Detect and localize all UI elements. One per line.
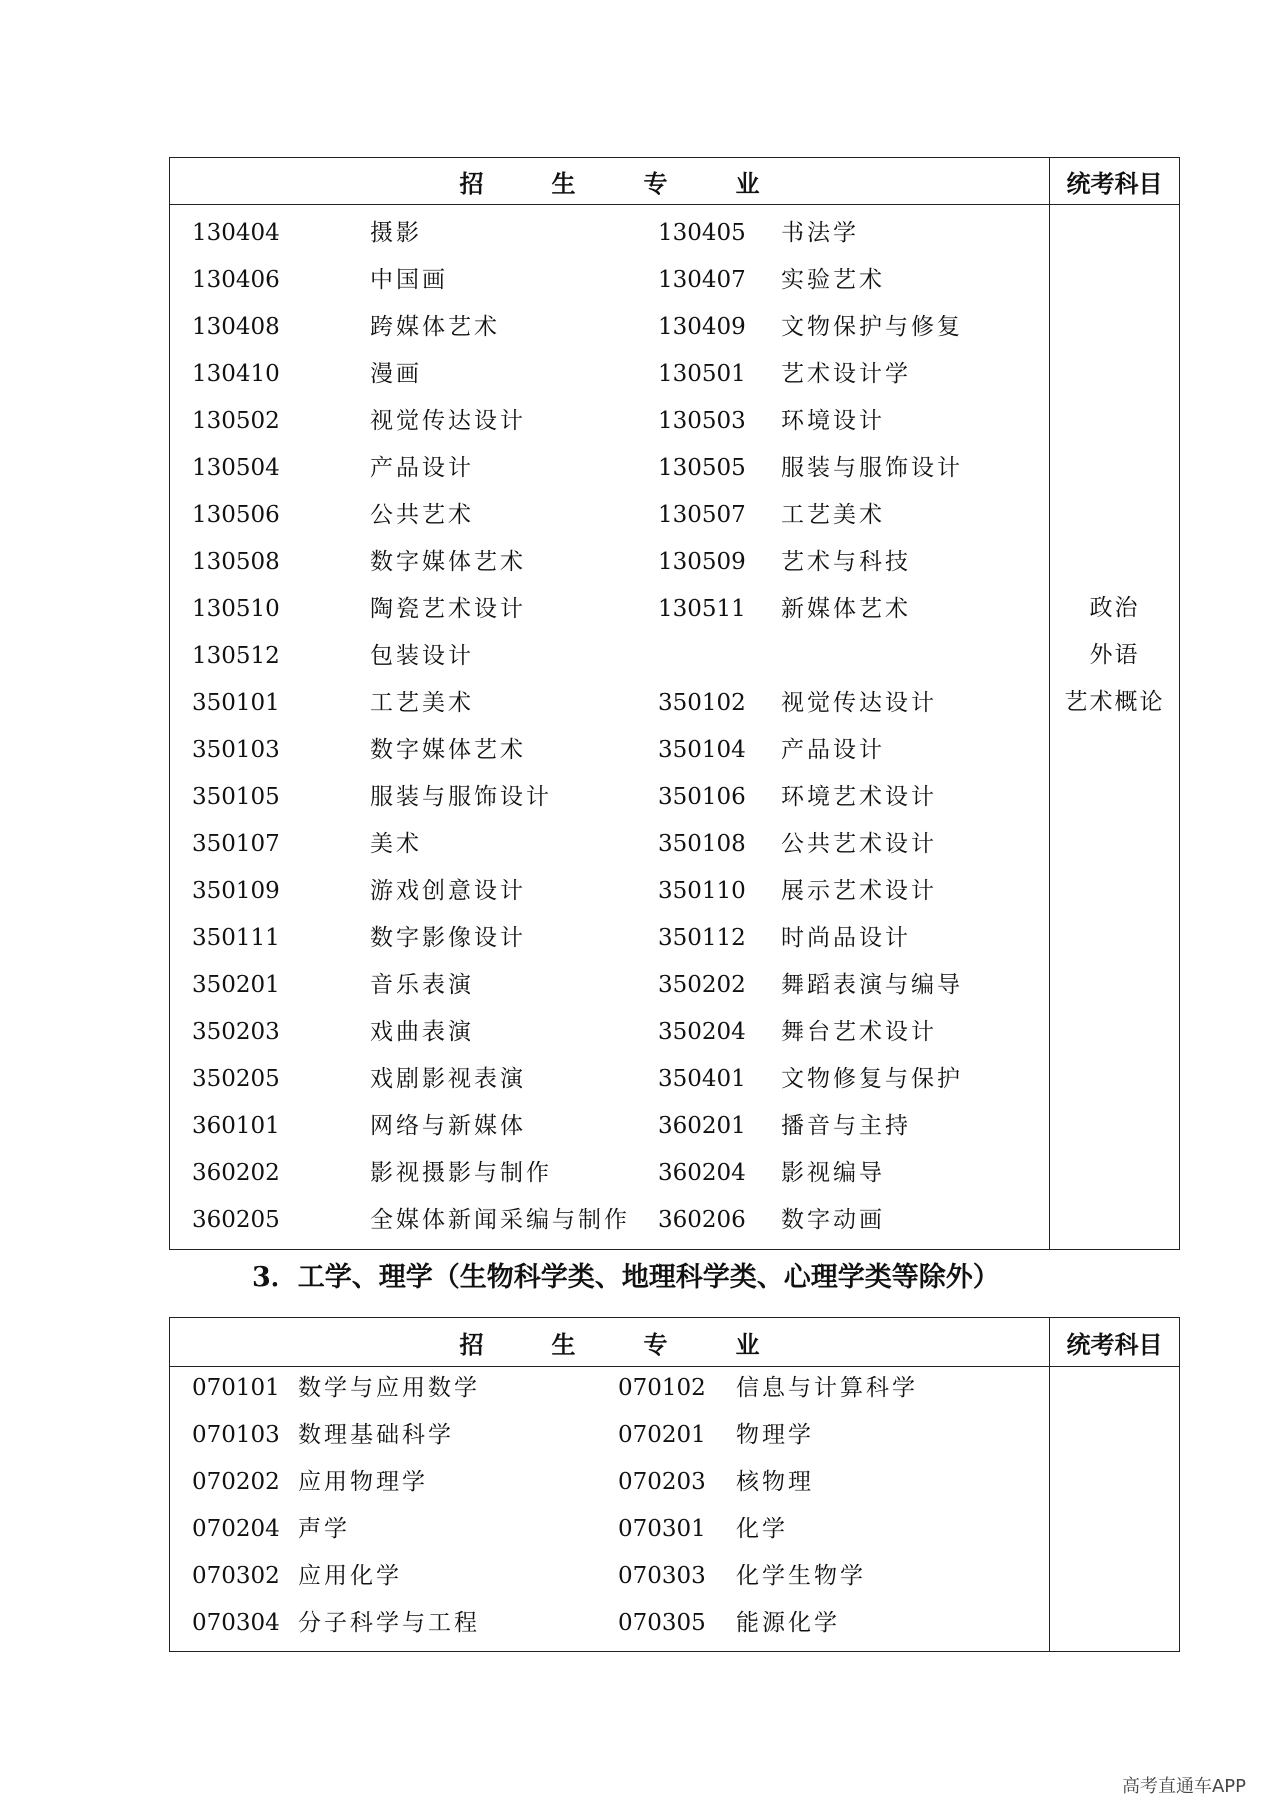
table-row — [170, 304, 1049, 351]
major-name: 影视编导 — [781, 1160, 885, 1186]
major-code: 350109 — [192, 878, 280, 904]
major-code: 350106 — [658, 784, 746, 810]
major-code: 360101 — [192, 1113, 280, 1139]
major-name: 影视摄影与制作 — [370, 1160, 552, 1186]
table-row — [170, 727, 1049, 774]
table-row — [170, 774, 1049, 821]
major-name: 艺术设计学 — [781, 361, 911, 387]
major-code: 070204 — [192, 1516, 280, 1542]
column-divider — [1049, 1318, 1050, 1651]
header-enrollment-major — [170, 158, 1049, 204]
table-header — [170, 1318, 1179, 1367]
major-name: 数字动画 — [781, 1207, 885, 1233]
major-name: 能源化学 — [736, 1610, 840, 1636]
major-name: 展示艺术设计 — [781, 878, 937, 904]
major-name: 服装与服饰设计 — [370, 784, 552, 810]
major-name: 陶瓷艺术设计 — [370, 596, 526, 622]
header-exam-subjects: 统考科目 — [1066, 168, 1163, 198]
major-code: 070302 — [192, 1563, 280, 1589]
major-code: 360204 — [658, 1160, 746, 1186]
header-char: 业 — [735, 168, 760, 198]
major-name: 新媒体艺术 — [781, 596, 911, 622]
major-code: 130410 — [192, 361, 280, 387]
table-row — [170, 257, 1049, 304]
major-code: 130409 — [658, 314, 746, 340]
header-char: 招 — [459, 1329, 484, 1359]
table-row — [170, 1056, 1049, 1103]
major-code: 350204 — [658, 1019, 746, 1045]
table-row — [170, 586, 1049, 633]
majors-table-art — [169, 157, 1180, 1250]
major-name: 核物理 — [736, 1469, 814, 1495]
major-name: 播音与主持 — [781, 1113, 911, 1139]
major-name: 信息与计算科学 — [736, 1375, 918, 1401]
header-char: 专 — [643, 168, 668, 198]
major-name: 书法学 — [781, 220, 859, 246]
major-code: 130510 — [192, 596, 280, 622]
table-row — [170, 915, 1049, 962]
major-code: 130404 — [192, 220, 280, 246]
major-name: 工艺美术 — [781, 502, 885, 528]
table-row — [170, 1150, 1049, 1197]
table-row — [170, 445, 1049, 492]
major-code: 070305 — [618, 1610, 706, 1636]
major-code: 130506 — [192, 502, 280, 528]
header-char: 生 — [551, 168, 576, 198]
major-code: 350203 — [192, 1019, 280, 1045]
table-row — [170, 1459, 1049, 1506]
major-code: 130501 — [658, 361, 746, 387]
major-code: 070101 — [192, 1375, 280, 1401]
major-code: 130405 — [658, 220, 746, 246]
major-name: 戏曲表演 — [370, 1019, 474, 1045]
major-name: 产品设计 — [781, 737, 885, 763]
major-code: 350205 — [192, 1066, 280, 1092]
table-row — [170, 1600, 1049, 1647]
major-code: 350112 — [658, 925, 746, 951]
major-name: 舞台艺术设计 — [781, 1019, 937, 1045]
major-code: 070201 — [618, 1422, 706, 1448]
table-row — [170, 821, 1049, 868]
exam-subjects-list — [1050, 585, 1179, 726]
exam-subject: 艺术概论 — [1064, 689, 1165, 715]
major-code: 070203 — [618, 1469, 706, 1495]
major-code: 130509 — [658, 549, 746, 575]
majors-table-engineering-science — [169, 1317, 1180, 1652]
major-code: 130406 — [192, 267, 280, 293]
table-row — [170, 539, 1049, 586]
major-name: 文物修复与保护 — [781, 1066, 963, 1092]
major-name: 服装与服饰设计 — [781, 455, 963, 481]
major-code: 350103 — [192, 737, 280, 763]
major-code: 360206 — [658, 1207, 746, 1233]
header-char: 专 — [643, 1329, 668, 1359]
major-code: 130503 — [658, 408, 746, 434]
major-code: 350401 — [658, 1066, 746, 1092]
table-row — [170, 1103, 1049, 1150]
table-row — [170, 1553, 1049, 1600]
table-header — [170, 158, 1179, 205]
section-title: 3．工学、理学（生物科学类、地理科学类、心理学类等除外） — [252, 1262, 1000, 1293]
major-code: 070301 — [618, 1516, 706, 1542]
major-name: 实验艺术 — [781, 267, 885, 293]
major-name: 化学生物学 — [736, 1563, 866, 1589]
major-code: 130504 — [192, 455, 280, 481]
major-code: 070102 — [618, 1375, 706, 1401]
major-name: 数学与应用数学 — [298, 1375, 480, 1401]
major-code: 130508 — [192, 549, 280, 575]
major-name: 文物保护与修复 — [781, 314, 963, 340]
header-exam-subjects: 统考科目 — [1066, 1329, 1163, 1359]
table-row — [170, 962, 1049, 1009]
table-row — [170, 210, 1049, 257]
header-char: 招 — [459, 168, 484, 198]
major-name: 全媒体新闻采编与制作 — [370, 1207, 630, 1233]
major-name: 环境艺术设计 — [781, 784, 937, 810]
major-name: 网络与新媒体 — [370, 1113, 526, 1139]
major-name: 工艺美术 — [370, 690, 474, 716]
exam-subject: 外语 — [1089, 642, 1140, 668]
major-name: 摄影 — [370, 220, 422, 246]
major-code: 130511 — [658, 596, 746, 622]
major-name: 时尚品设计 — [781, 925, 911, 951]
major-name: 包装设计 — [370, 643, 474, 669]
major-name: 公共艺术 — [370, 502, 474, 528]
major-name: 戏剧影视表演 — [370, 1066, 526, 1092]
major-name: 环境设计 — [781, 408, 885, 434]
header-char: 生 — [551, 1329, 576, 1359]
major-code: 360201 — [658, 1113, 746, 1139]
major-code: 130512 — [192, 643, 280, 669]
major-code: 130505 — [658, 455, 746, 481]
major-name: 美术 — [370, 831, 422, 857]
major-code: 350102 — [658, 690, 746, 716]
major-name: 漫画 — [370, 361, 422, 387]
table-row — [170, 1412, 1049, 1459]
major-name: 艺术与科技 — [781, 549, 911, 575]
major-code: 130407 — [658, 267, 746, 293]
major-code: 350110 — [658, 878, 746, 904]
table-row — [170, 633, 1049, 680]
major-name: 数字影像设计 — [370, 925, 526, 951]
table-row — [170, 492, 1049, 539]
watermark: 高考直通车APP — [1121, 1776, 1246, 1797]
major-name: 视觉传达设计 — [370, 408, 526, 434]
major-code: 350104 — [658, 737, 746, 763]
table-row — [170, 868, 1049, 915]
major-name: 音乐表演 — [370, 972, 474, 998]
major-code: 070304 — [192, 1610, 280, 1636]
major-code: 360205 — [192, 1207, 280, 1233]
major-code: 350111 — [192, 925, 280, 951]
table-row — [170, 351, 1049, 398]
major-code: 070202 — [192, 1469, 280, 1495]
major-name: 声学 — [298, 1516, 350, 1542]
table-row — [170, 1197, 1049, 1244]
major-name: 分子科学与工程 — [298, 1610, 480, 1636]
major-name: 产品设计 — [370, 455, 474, 481]
major-code: 130507 — [658, 502, 746, 528]
major-name: 舞蹈表演与编导 — [781, 972, 963, 998]
exam-subject: 政治 — [1089, 595, 1140, 621]
table-row — [170, 1506, 1049, 1553]
major-code: 360202 — [192, 1160, 280, 1186]
major-name: 公共艺术设计 — [781, 831, 937, 857]
major-name: 视觉传达设计 — [781, 690, 937, 716]
major-name: 物理学 — [736, 1422, 814, 1448]
major-code: 350105 — [192, 784, 280, 810]
major-code: 070303 — [618, 1563, 706, 1589]
header-enrollment-major — [170, 1318, 1049, 1366]
major-code: 350107 — [192, 831, 280, 857]
table-row — [170, 398, 1049, 445]
table-row — [170, 1009, 1049, 1056]
major-code: 350108 — [658, 831, 746, 857]
major-code: 350202 — [658, 972, 746, 998]
major-code: 350101 — [192, 690, 280, 716]
major-code: 130408 — [192, 314, 280, 340]
table-row — [170, 1365, 1049, 1412]
major-code: 130502 — [192, 408, 280, 434]
major-name: 数字媒体艺术 — [370, 737, 526, 763]
major-name: 化学 — [736, 1516, 788, 1542]
header-char: 业 — [735, 1329, 760, 1359]
major-code: 070103 — [192, 1422, 280, 1448]
major-name: 应用化学 — [298, 1563, 402, 1589]
major-name: 数字媒体艺术 — [370, 549, 526, 575]
major-name: 游戏创意设计 — [370, 878, 526, 904]
major-name: 跨媒体艺术 — [370, 314, 500, 340]
major-name: 数理基础科学 — [298, 1422, 454, 1448]
table-row — [170, 680, 1049, 727]
major-code: 350201 — [192, 972, 280, 998]
major-name: 中国画 — [370, 267, 448, 293]
major-name: 应用物理学 — [298, 1469, 428, 1495]
